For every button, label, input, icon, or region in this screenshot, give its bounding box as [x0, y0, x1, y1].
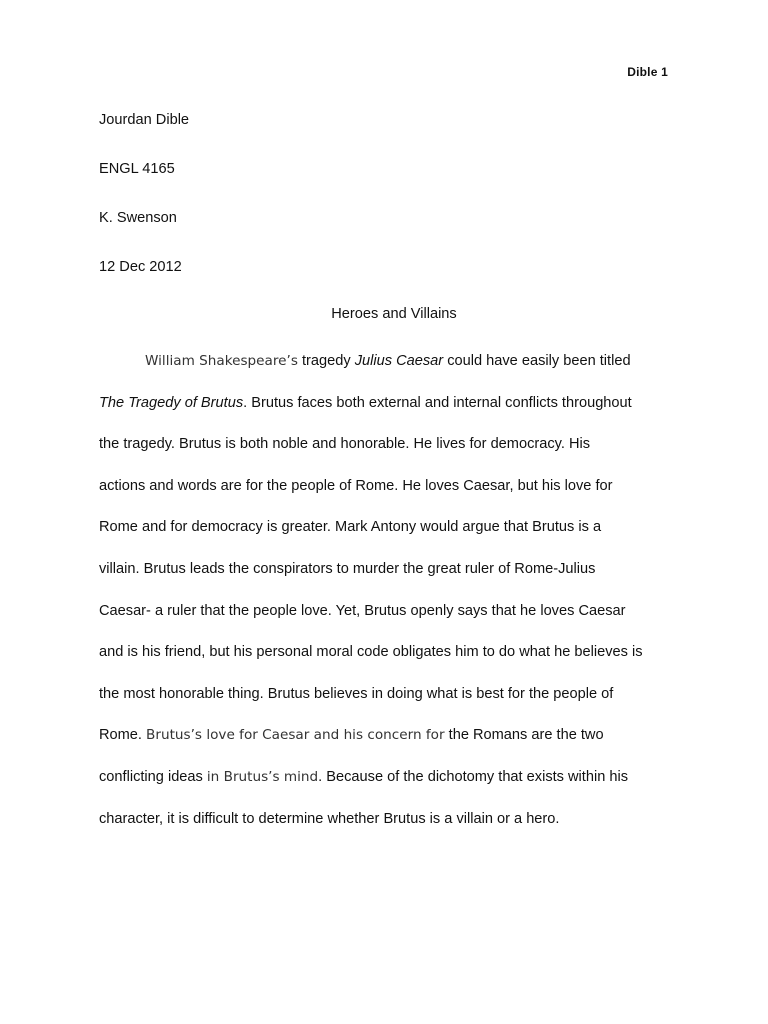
- body-span: Brutus’s love for Caesar and his concern for: [146, 727, 445, 744]
- essay-date: 12 Dec 2012: [99, 259, 182, 275]
- play-title: Julius Caesar: [354, 353, 444, 369]
- body-span: . Because of the dichotomy that exists within his: [318, 768, 629, 785]
- body-span: in Brutus’s mind: [206, 768, 319, 785]
- running-header: Dible 1: [627, 65, 668, 79]
- body-line-9: the most honorable thing. Brutus believes in doing what is best for the people of: [99, 685, 614, 702]
- course-name: ENGL 4165: [99, 161, 175, 177]
- author-name: Jourdan Dible: [99, 112, 190, 128]
- body-line-6: villain. Brutus leads the conspirators to murder the great ruler of Rome-Julius: [99, 560, 596, 577]
- essay-title: Heroes and Villains: [331, 306, 457, 322]
- body-span: could have easily been titled: [443, 353, 631, 369]
- instructor-name: K. Swenson: [99, 210, 177, 226]
- body-span: Rome.: [99, 727, 147, 744]
- body-span: the Romans are the two: [444, 727, 604, 744]
- alt-play-title: The Tragedy of Brutus: [99, 394, 244, 411]
- body-line-1: [99, 350, 669, 392]
- body-span: William Shakespeare’s: [145, 353, 298, 369]
- body-line-8: and is his friend, but his personal moral code obligates him to do what he believes is: [99, 644, 643, 661]
- body-line-10: [99, 724, 669, 766]
- body-span: conflicting ideas: [99, 768, 207, 785]
- body-line-3: the tragedy. Brutus is both noble and honorable. He lives for democracy. His: [99, 436, 591, 453]
- body-span: . Brutus faces both external and internal conflicts throughout: [243, 394, 632, 411]
- mla-heading: [99, 109, 669, 305]
- body-line-4: actions and words are for the people of Rome. He loves Caesar, but his love for: [99, 477, 613, 494]
- essay-body: [99, 350, 669, 849]
- body-span: tragedy: [297, 353, 355, 369]
- body-line-7: Caesar- a ruler that the people love. Yet, Brutus openly says that he loves Caesar: [99, 602, 626, 619]
- body-line-2: [99, 392, 669, 434]
- body-line-11: [99, 766, 669, 808]
- body-line-12: character, it is difficult to determine whether Brutus is a villain or a hero.: [99, 810, 560, 827]
- body-line-5: Rome and for democracy is greater. Mark Antony would argue that Brutus is a: [99, 519, 602, 536]
